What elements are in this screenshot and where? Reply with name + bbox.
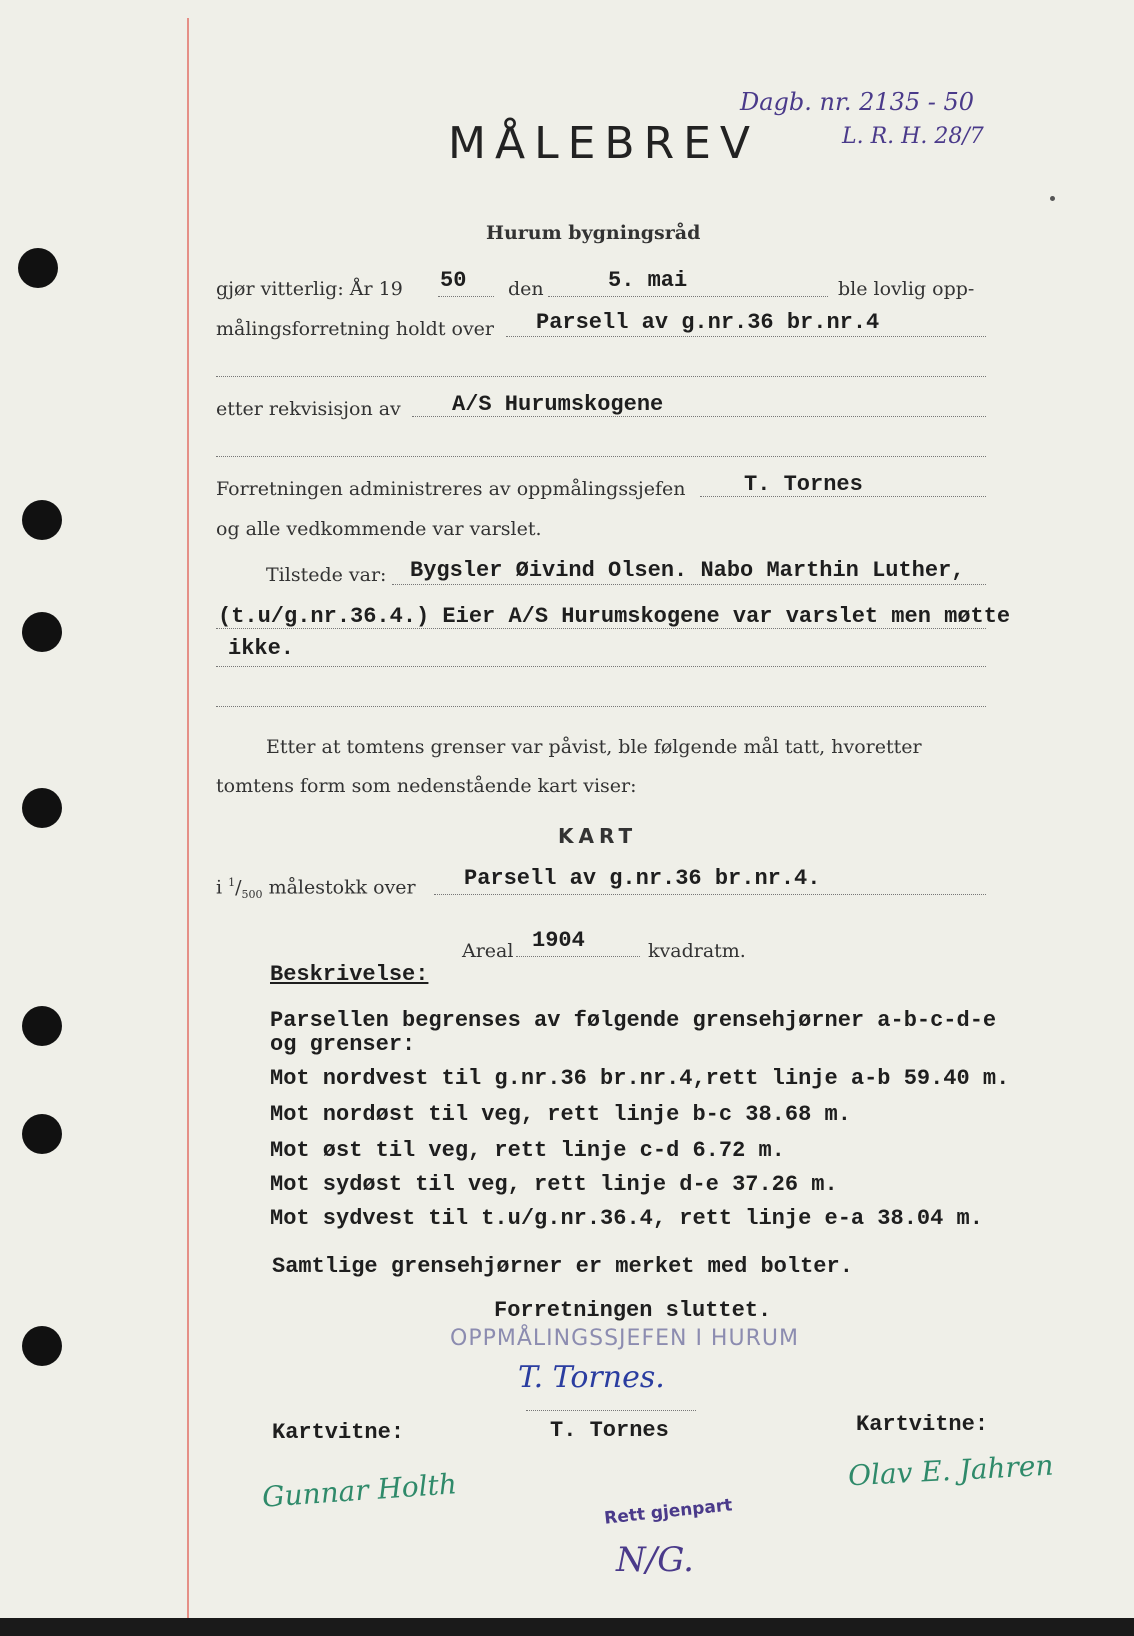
area-label: Areal <box>462 940 514 962</box>
area-unit: kvadratm. <box>648 940 746 962</box>
administrator-value: T. Tornes <box>744 472 863 497</box>
survey-object: Parsell av g.nr.36 br.nr.4 <box>536 310 880 335</box>
present-dotted-line <box>216 628 986 629</box>
closing-line: Forretningen sluttet. <box>494 1298 772 1323</box>
margin-line <box>187 18 189 1618</box>
area-dotted-line <box>516 956 640 957</box>
description-line: Mot nordvest til g.nr.36 br.nr.4,rett linje a-b 59.40 m. <box>270 1066 1010 1091</box>
present-label: Tilstede var: <box>266 564 387 586</box>
intro-text-end: ble lovlig opp- <box>838 278 975 300</box>
speck <box>1050 196 1055 201</box>
year-dotted-line <box>438 296 494 297</box>
blank-dotted-line <box>216 706 986 707</box>
scale-line: i $^1/_{500}$ målestokk over <box>216 876 416 902</box>
description-line: Mot nordøst til veg, rett linje b-c 38.68 m. <box>270 1102 851 1127</box>
right-witness-signature: Olav E. Jahren <box>847 1448 1055 1493</box>
blank-dotted-line <box>216 456 986 457</box>
left-witness-label: Kartvitne: <box>272 1420 405 1445</box>
journal-stamp: Dagb. nr. 2135 - 50 <box>740 88 975 116</box>
date-dotted-line <box>548 296 828 297</box>
punch-hole <box>22 788 62 828</box>
paragraph-line-1: Etter at tomtens grenser var påvist, ble følgende mål tatt, hvoretter <box>266 736 922 758</box>
punch-hole <box>22 1006 62 1046</box>
chief-signature: T. Tornes. <box>518 1360 665 1395</box>
reference-stamp: L. R. H. 28/7 <box>842 124 984 149</box>
present-line-3: ikke. <box>228 636 295 661</box>
administrator-label: Forretningen administreres av oppmålingssjefen <box>216 478 686 500</box>
punch-hole <box>18 248 58 288</box>
present-dotted-line <box>216 666 986 667</box>
punch-hole <box>22 1326 62 1366</box>
scan-edge <box>0 1618 1134 1636</box>
den-text: den <box>508 278 544 300</box>
blank-dotted-line <box>216 376 986 377</box>
signature-dotted-line <box>526 1410 696 1411</box>
left-witness-signature: Gunnar Holth <box>261 1467 458 1514</box>
description-heading: Beskrivelse: <box>270 962 429 987</box>
requisition-dotted-line <box>412 416 986 417</box>
description-line: Mot sydvest til t.u/g.nr.36.4, rett linje e-a 38.04 m. <box>270 1206 983 1231</box>
punch-hole <box>22 1114 62 1154</box>
scale-numerator: 1 <box>228 876 236 889</box>
scale-denominator: 500 <box>241 888 263 902</box>
scale-object: Parsell av g.nr.36 br.nr.4. <box>464 866 821 891</box>
punch-hole <box>22 612 62 652</box>
area-value: 1904 <box>532 928 585 953</box>
present-dotted-line <box>392 584 986 585</box>
scale-dotted-line <box>434 894 986 895</box>
copy-initials: N/G. <box>616 1540 694 1580</box>
scale-prefix: i <box>216 876 223 899</box>
notified-text: og alle vedkommende var varslet. <box>216 518 542 540</box>
kart-heading: KART <box>558 824 638 848</box>
right-witness-label: Kartvitne: <box>856 1412 989 1437</box>
copy-stamp: Rett gjenpart <box>603 1495 734 1529</box>
description-line: Parsellen begrenses av følgende grensehjørner a-b-c-d-e <box>270 1008 997 1033</box>
survey-label: målingsforretning holdt over <box>216 318 495 340</box>
office-stamp: OPPMÅLINGSSJEFEN I HURUM <box>450 1326 799 1351</box>
requisition-value: A/S Hurumskogene <box>452 392 664 417</box>
date-value: 5. mai <box>608 268 688 293</box>
present-line-2: (t.u/g.nr.36.4.) Eier A/S Hurumskogene var varslet men møtte <box>218 604 1011 629</box>
punch-hole <box>22 500 62 540</box>
paragraph-line-2: tomtens form som nedenstående kart viser: <box>216 775 637 797</box>
year-suffix: 50 <box>440 268 467 293</box>
description-line: og grenser: <box>270 1032 416 1057</box>
chief-printed-name: T. Tornes <box>550 1418 669 1443</box>
description-line: Mot sydøst til veg, rett linje d-e 37.26 m. <box>270 1172 838 1197</box>
authority-heading: Hurum bygningsråd <box>486 222 701 244</box>
intro-text: gjør vitterlig: År 19 <box>216 278 403 300</box>
requisition-label: etter rekvisisjon av <box>216 398 401 420</box>
survey-dotted-line <box>506 336 986 337</box>
bolts-line: Samtlige grensehjørner er merket med bolter. <box>272 1254 853 1279</box>
scale-label: målestokk over <box>268 876 416 899</box>
document-title: MÅLEBREV <box>448 118 760 169</box>
administrator-dotted-line <box>700 496 986 497</box>
present-line-1: Bygsler Øivind Olsen. Nabo Marthin Luther, <box>410 558 965 583</box>
description-line: Mot øst til veg, rett linje c-d 6.72 m. <box>270 1138 785 1163</box>
